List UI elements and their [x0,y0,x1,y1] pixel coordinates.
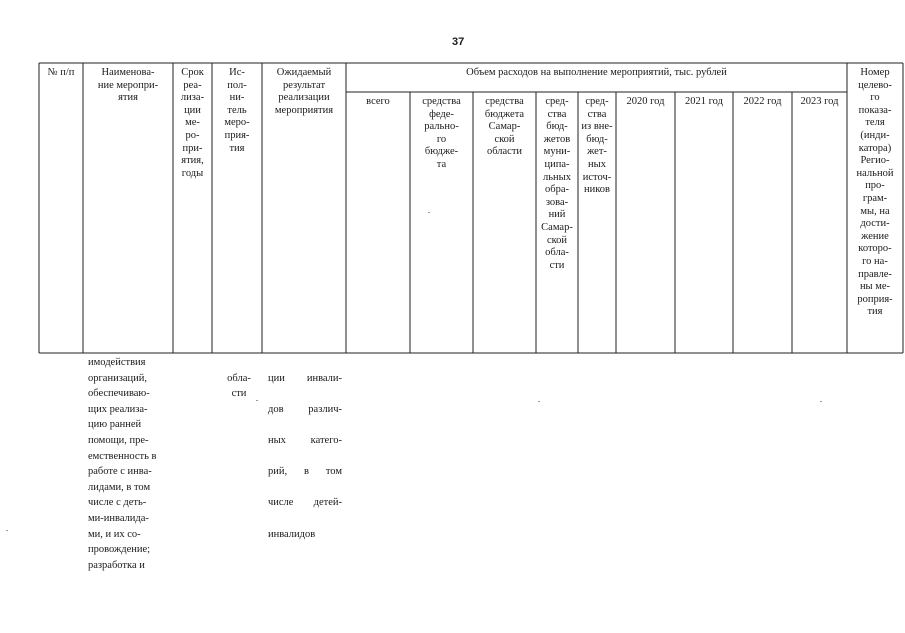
continuation-executor-text: обла- сти [227,372,251,400]
continuation-name: имодействия организаций, обеспечиваю- щих реализа- цию ранней помощи, пре- емственность в работе с инва- лидами, в том числе с деть- ми-инвалида- ми, и их со- провождение; разработка и [88,357,157,571]
subheader-municipal: сред- ства бюд- жетов муни- ципа- льных обра- зова- ний Самар- ской обла- сти [541,96,573,271]
header-name: Наименова- ние меропри- ятия [97,67,159,104]
continuation-result [268,355,342,558]
result-line: дов различ- [268,403,342,415]
subheader-extrabudget: сред- ства из вне- бюд- жет- ных источ- ников [581,96,613,196]
header-result: Ожидаемый результат реализации мероприятия [274,67,334,116]
subheader-2023: 2023 год [800,96,839,107]
subheader-federal: средства феде- рально- го бюдже- та [422,96,461,170]
header-term: Срок реа- лиза- ции ме- ро- при- ятия, годы [180,67,205,179]
result-line: инвалидов [268,528,316,540]
scan-speck [256,400,258,401]
scan-speck [538,401,540,402]
scan-speck [820,401,822,402]
result-line: ции инвали- [268,372,342,384]
continuation-executor [221,355,257,417]
result-line: ных катего- [268,434,342,446]
header-executor: Ис- пол- ни- тель меро- прия- тия [224,67,250,154]
scan-speck [6,530,8,531]
result-line: рий, в том [268,466,342,478]
result-line: числе детей- [268,497,342,509]
header-indicator: Номер целево- го показа- теля (инди- катора) Регио- нальной про- грам- мы, на дости- жение которо- го на- правле- ны ме- роприя- тия [856,67,894,318]
subheader-2022: 2022 год [743,96,782,107]
subheader-total: всего [366,96,390,107]
header-expenses: Объем расходов на выполнение мероприятий, тыс. рублей [466,67,727,78]
page-number: 37 [452,36,465,48]
subheader-regional: средства бюджета Самар- ской области [484,96,525,158]
subheader-2020: 2020 год [626,96,665,107]
header-num: № п/п [47,67,75,78]
subheader-2021: 2021 год [685,96,723,107]
scan-speck [428,212,430,213]
